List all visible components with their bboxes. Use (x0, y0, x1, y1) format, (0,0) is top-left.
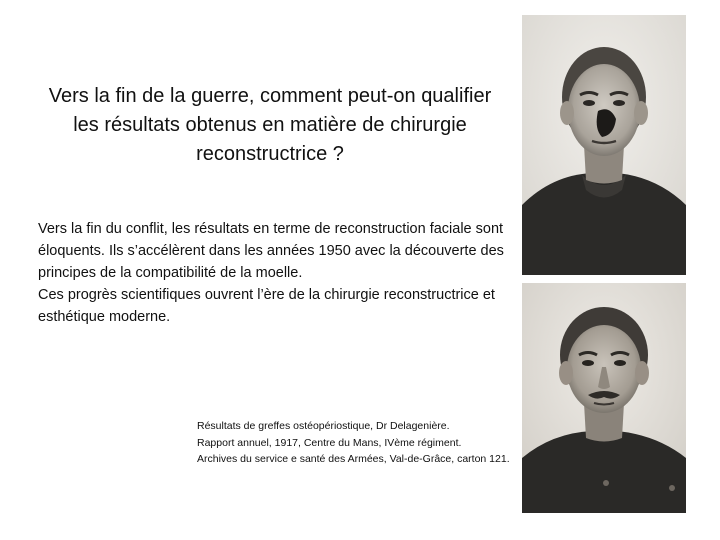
body-text (38, 218, 508, 328)
caption-line-1: Résultats de greffes ostéopériostique, Dr Delagenière. (197, 420, 450, 432)
photo-caption (197, 418, 517, 468)
patient-before-icon (522, 15, 686, 275)
patient-after-photo (522, 283, 686, 513)
body-paragraph-1: Vers la fin du conflit, les résultats en terme de reconstruction faciale sont éloquents. Ils s’accélèrent dans les années 1950 avec la découverte des principes de la compatibilité de la moelle. (38, 221, 504, 281)
caption-line-2: Rapport annuel, 1917, Centre du Mans, IVème régiment. (197, 436, 462, 449)
patient-after-icon (522, 283, 686, 513)
body-paragraph-2: Ces progrès scientifiques ouvrent l’ère de la chirurgie reconstructrice et esthétique moderne. (38, 287, 495, 325)
patient-before-photo (522, 15, 686, 275)
caption-line-3: Archives du service e santé des Armées, Val-de-Grâce, carton 121. (197, 453, 510, 465)
question-heading: Vers la fin de la guerre, comment peut-on qualifier les résultats obtenus en matière de chirurgie reconstructrice ? (48, 85, 492, 165)
